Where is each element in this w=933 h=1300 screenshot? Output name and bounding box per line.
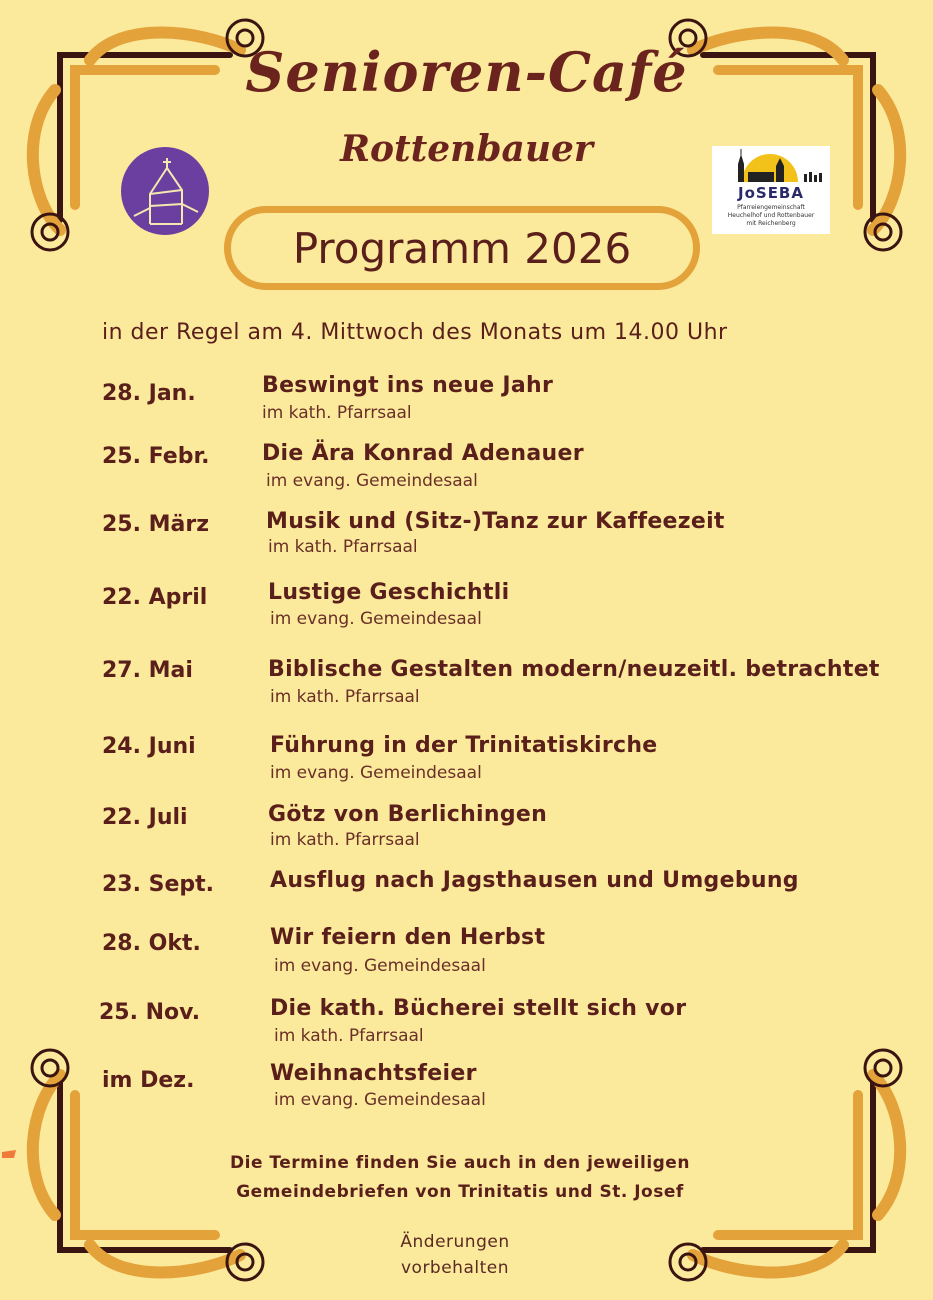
event-date: 25. Nov. bbox=[99, 1000, 201, 1025]
logo-brand: JoSEBA bbox=[738, 184, 804, 202]
event-location: im evang. Gemeindesaal bbox=[270, 763, 482, 783]
event-location: im evang. Gemeindesaal bbox=[274, 956, 486, 976]
event-date: 22. Juli bbox=[102, 805, 188, 830]
event-title: Ausflug nach Jagsthausen und Umgebung bbox=[270, 868, 799, 893]
event-date: 24. Juni bbox=[102, 734, 196, 759]
disclaimer-line-2: vorbehalten bbox=[400, 1258, 509, 1278]
event-date: 28. Jan. bbox=[102, 381, 196, 406]
village-skyline-icon bbox=[712, 146, 830, 186]
logo-tagline-3: mit Reichenberg bbox=[746, 220, 796, 227]
intro-text: in der Regel am 4. Mittwoch des Monats um 14.00 Uhr bbox=[102, 320, 728, 345]
event-date: 22. April bbox=[102, 585, 208, 610]
event-date: 25. März bbox=[102, 512, 210, 537]
event-location: im evang. Gemeindesaal bbox=[266, 471, 478, 491]
event-title: Weihnachtsfeier bbox=[270, 1061, 477, 1086]
page-title: Senioren-Café bbox=[245, 40, 688, 104]
event-title: Musik und (Sitz-)Tanz zur Kaffeezeit bbox=[266, 509, 725, 534]
event-location: im evang. Gemeindesaal bbox=[274, 1090, 486, 1110]
footer-line-1: Die Termine finden Sie auch in den jeweiligen bbox=[230, 1153, 690, 1173]
joseba-logo bbox=[712, 146, 830, 234]
footer-line-2: Gemeindebriefen von Trinitatis und St. Josef bbox=[236, 1182, 684, 1202]
event-title: Die kath. Bücherei stellt sich vor bbox=[270, 996, 687, 1021]
event-title: Biblische Gestalten modern/neuzeitl. betrachtet bbox=[268, 657, 880, 682]
event-date: 27. Mai bbox=[102, 658, 193, 683]
event-title: Wir feiern den Herbst bbox=[270, 925, 546, 950]
event-title: Lustige Geschichtli bbox=[268, 580, 510, 605]
event-title: Götz von Berlichingen bbox=[268, 802, 548, 827]
event-location: im kath. Pfarrsaal bbox=[274, 1026, 424, 1046]
event-location: im kath. Pfarrsaal bbox=[270, 687, 420, 707]
event-location: im kath. Pfarrsaal bbox=[270, 830, 420, 850]
event-location: im kath. Pfarrsaal bbox=[268, 537, 418, 557]
event-date: 28. Okt. bbox=[102, 931, 201, 956]
event-date: im Dez. bbox=[102, 1068, 195, 1093]
event-title: Die Ära Konrad Adenauer bbox=[262, 441, 584, 466]
disclaimer-line-1: Änderungen bbox=[400, 1232, 510, 1252]
event-title: Beswingt ins neue Jahr bbox=[262, 373, 554, 398]
logo-tagline-1: Pfarreiengemeinschaft bbox=[737, 204, 805, 211]
event-date: 25. Febr. bbox=[102, 444, 210, 469]
church-logo-icon bbox=[120, 146, 210, 236]
event-title: Führung in der Trinitatiskirche bbox=[270, 733, 658, 758]
logo-tagline-2: Heuchelhof und Rottenbauer bbox=[727, 212, 815, 219]
event-location: im evang. Gemeindesaal bbox=[270, 609, 482, 629]
event-location: im kath. Pfarrsaal bbox=[262, 403, 412, 423]
program-heading: Programm 2026 bbox=[224, 206, 700, 290]
page-subtitle: Rottenbauer bbox=[340, 128, 593, 170]
event-date: 23. Sept. bbox=[102, 872, 215, 897]
